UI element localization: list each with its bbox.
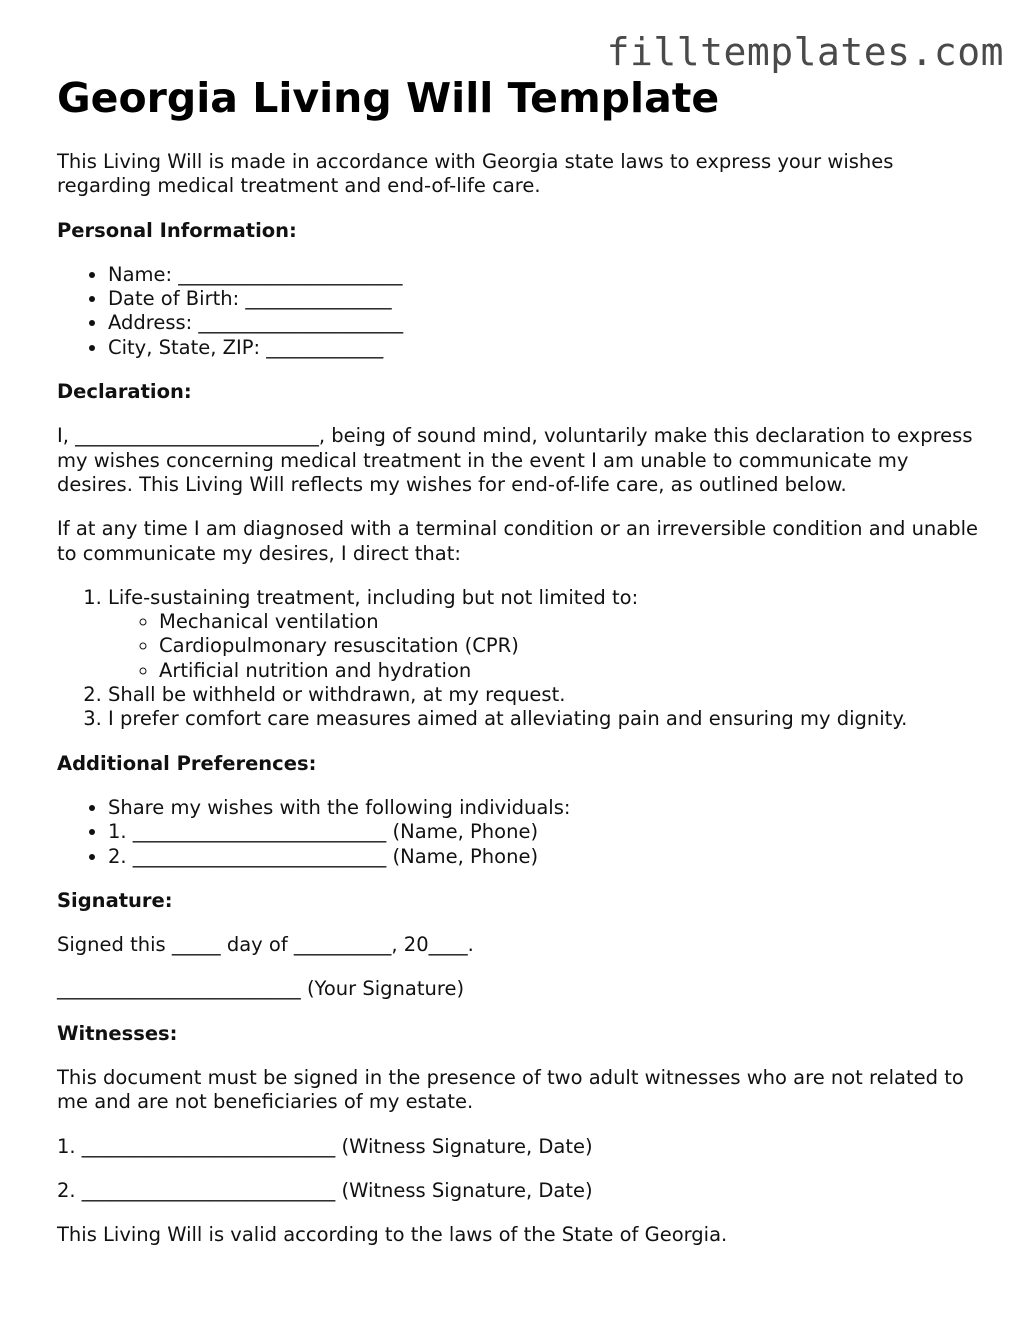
declaration-heading: Declaration:	[57, 380, 192, 404]
signed-date-line: Signed this _____ day of __________, 20____.	[57, 933, 474, 957]
witnesses-heading: Witnesses:	[57, 1021, 178, 1045]
witness-2-line: 2. __________________________ (Witness Signature, Date)	[57, 1178, 593, 1202]
treatment-item: ◦ Cardiopulmonary resuscitation (CPR)	[159, 634, 987, 658]
list-item: • 2. __________________________ (Name, Phone)	[108, 845, 987, 869]
directive-item: 3. I prefer comfort care measures aimed at alleviating pain and ensuring my dignity.	[108, 707, 987, 731]
list-item: • Share my wishes with the following individuals:	[108, 796, 987, 820]
dob-field: • Date of Birth: _______________	[108, 287, 987, 311]
address-field: • Address: _____________________	[108, 311, 987, 335]
list-item: • 1. __________________________ (Name, Phone)	[108, 820, 987, 844]
directive-text: Life-sustaining treatment, including but not limited to:	[108, 585, 639, 609]
treatment-item: ◦ Mechanical ventilation	[159, 610, 987, 634]
name-field: • Name: _______________________	[108, 263, 987, 287]
treatment-item: ◦ Artificial nutrition and hydration	[159, 659, 987, 683]
document-body	[57, 72, 987, 1248]
preferences-list	[57, 796, 987, 869]
personal-info-list	[57, 263, 987, 360]
signature-line: _________________________ (Your Signature)	[57, 977, 465, 1001]
intro-text: This Living Will is made in accordance with Georgia state laws to express your wishes regarding medical treatment and end-of-life care.	[57, 150, 894, 198]
treatments-list	[108, 610, 987, 683]
condition-paragraph: If at any time I am diagnosed with a terminal condition or an irreversible condition and unable to communicate my desires, I direct that:	[57, 517, 979, 565]
personal-info-heading: Personal Information:	[57, 218, 297, 242]
closing-statement: This Living Will is valid according to the laws of the State of Georgia.	[57, 1223, 728, 1247]
directive-item	[108, 586, 987, 683]
declaration-paragraph: I, _________________________, being of sound mind, voluntarily make this declaration to express my wishes concerning medical treatment in the event I am unable to communicate my desires. This Living Will reflects my wishes for end-of-life care, as outlined below.	[57, 424, 973, 496]
preferences-heading: Additional Preferences:	[57, 751, 317, 775]
city-state-zip-field: • City, State, ZIP: ____________	[108, 336, 987, 360]
directive-item: 2. Shall be withheld or withdrawn, at my request.	[108, 683, 987, 707]
watermark: filltemplates.com	[606, 30, 1004, 74]
witnesses-note: This document must be signed in the presence of two adult witnesses who are not related to me and are not beneficiaries of my estate.	[57, 1066, 964, 1114]
page-title: Georgia Living Will Template	[57, 74, 720, 122]
witness-1-line: 1. __________________________ (Witness Signature, Date)	[57, 1134, 593, 1158]
signature-heading: Signature:	[57, 888, 173, 912]
directives-list	[57, 586, 987, 732]
